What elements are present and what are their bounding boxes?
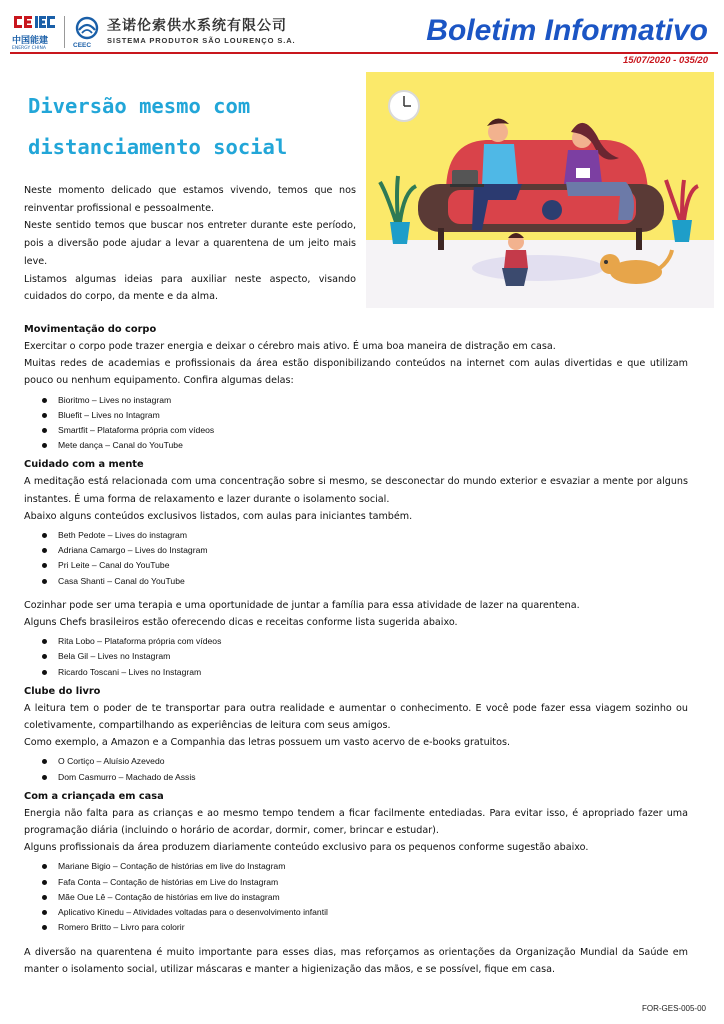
closing-paragraph: A diversão na quarentena é muito importante para esses dias, mas reforçamos as orientações da Organização Mundial da Saúde em manter o isolamento social, utilizar máscaras e manter a higienização das mãos, e se possível, fique em casa. — [24, 946, 688, 975]
list-item: Beth Pedote – Lives do instagram — [42, 528, 688, 543]
list-item: Bluefit – Lives no Intagram — [42, 408, 688, 423]
list-item: Dom Casmurro – Machado de Assis — [42, 770, 688, 785]
list-criancada — [42, 859, 688, 935]
section-title-mente: Cuidado com a mente — [24, 459, 144, 471]
section-paragraph: Exercitar o corpo pode trazer energia e deixar o cérebro mais ativo. É uma boa maneira de distração em casa. — [24, 341, 556, 352]
section-paragraph: Alguns Chefs brasileiros estão oferecendo dicas e receitas conforme lista sugerida abaixo. — [24, 617, 458, 629]
logo-chinese-text: 中国能建 — [12, 36, 49, 46]
list-item: Bioritmo – Lives no instagram — [42, 393, 688, 408]
form-code: FOR-GES-005-00 — [641, 1004, 706, 1013]
list-item: Aplicativo Kinedu – Atividades voltadas para o desenvolvimento infantil — [42, 905, 688, 920]
list-item: Ricardo Toscani – Lives no Instagram — [42, 665, 688, 680]
intro-text — [24, 182, 356, 306]
intro-paragraph: Neste momento delicado que estamos vivendo, temos que nos reinventar profissional e pessoalmente. — [24, 185, 356, 214]
logo-divider — [64, 16, 65, 48]
section-paragraph: A leitura tem o poder de te transportar para outra realidade e aumentar o conhecimento. E você pode fazer essa viagem sozinho ou coletivamente, compartilhando as experiências de leitura com seus amigos. — [24, 702, 688, 732]
company-emblem-icon — [70, 16, 104, 48]
list-item: Mete dança – Canal do YouTube — [42, 438, 688, 453]
article-headline — [28, 86, 348, 168]
page-header — [0, 0, 724, 70]
section-paragraph: Abaixo alguns conteúdos exclusivos listados, com aulas para iniciantes também. — [24, 510, 413, 522]
intro-paragraph: Neste sentido temos que buscar nos entreter durante este período, pois a diversão pode ajudar a levar a quarentena de um jeito mais leve. — [24, 220, 356, 267]
family-on-sofa-illustration — [366, 72, 714, 308]
section-title-livro: Clube do livro — [24, 685, 101, 697]
company-name — [107, 18, 296, 45]
header-rule — [10, 52, 718, 54]
issue-date: 15/07/2020 - 035/20 — [622, 55, 708, 66]
list-item: Mariane Bigio – Contação de histórias em live do Instagram — [42, 859, 688, 874]
headline-line-2: distanciamento social — [28, 135, 288, 159]
logo-english-text: ENERGY CHINA — [12, 46, 46, 51]
company-name-chinese: 圣诺伦索供水系统有限公司 — [107, 18, 287, 34]
list-item: Pri Leite – Canal do YouTube — [42, 558, 688, 573]
list-item: Adriana Camargo – Lives do Instagram — [42, 543, 688, 558]
section-paragraph: Muitas redes de academias e profissionais da área estão disponibilizando conteúdos na internet com aulas divertidas e que utilizam pouco ou nenhum equipamento. Confira algumas delas: — [24, 358, 688, 387]
list-item: Mãe Oue Lê – Contação de histórias em live do instagram — [42, 890, 688, 905]
list-item: O Cortiço – Aluísio Azevedo — [42, 754, 688, 769]
energy-china-logo — [12, 14, 60, 50]
section-title-corpo: Movimentação do corpo — [24, 324, 157, 335]
section-paragraph: Cozinhar pode ser uma terapia e uma oportunidade de juntar a família para essa atividade de lazer na quarentena. — [24, 599, 580, 611]
section-title-criancada: Com a criançada em casa — [24, 790, 164, 802]
list-item: Smartfit – Plataforma própria com vídeos — [42, 423, 688, 438]
headline-line-1: Diversão mesmo com — [28, 94, 251, 118]
list-mente — [42, 528, 688, 589]
wall-clock-icon — [389, 91, 419, 121]
company-name-portuguese: SISTEMA PRODUTOR SÃO LOURENÇO S.A. — [107, 36, 296, 45]
section-paragraph: Como exemplo, a Amazon e a Companhia das letras possuem um vasto acervo de e-books gratuitos. — [24, 737, 510, 749]
list-item: Rita Lobo – Plataforma própria com vídeos — [42, 634, 688, 649]
section-paragraph: Alguns profissionais da área produzem diariamente conteúdo exclusivo para os pequenos conforme sugestão abaixo. — [24, 842, 589, 854]
list-item: Bela Gil – Lives no Instagram — [42, 649, 688, 664]
list-item: Romero Britto – Livro para colorir — [42, 920, 688, 935]
intro-paragraph: Listamos algumas ideias para auxiliar neste aspecto, visando cuidados do corpo, da mente e da alma. — [24, 273, 356, 303]
section-paragraph: Energia não falta para as crianças e ao mesmo tempo tendem a ficar facilmente entediadas. Para evitar isso, é apropriado fazer uma programação diária (incluindo o horário de acordar, dormir, comer, brincar e estudar). — [24, 807, 688, 837]
section-paragraph: A meditação está relacionada com uma concentração sobre si mesmo, se desconectar do mundo exterior e esvaziar a mente por alguns instantes. É uma forma de relaxamento e lazer durante o isolamento social. — [24, 476, 688, 505]
article-body — [24, 322, 688, 978]
list-cozinha — [42, 634, 688, 680]
ceec-logo-icon — [12, 14, 56, 30]
ball-icon — [542, 200, 562, 220]
list-livro — [42, 754, 688, 784]
list-item: Fafa Conta – Contação de histórias em Live do Instagram — [42, 875, 688, 890]
list-item: Casa Shanti – Canal do YouTube — [42, 574, 688, 589]
list-corpo — [42, 393, 688, 454]
svg-text:CEEC: CEEC — [73, 42, 92, 48]
bulletin-title: Boletim Informativo — [426, 14, 708, 47]
